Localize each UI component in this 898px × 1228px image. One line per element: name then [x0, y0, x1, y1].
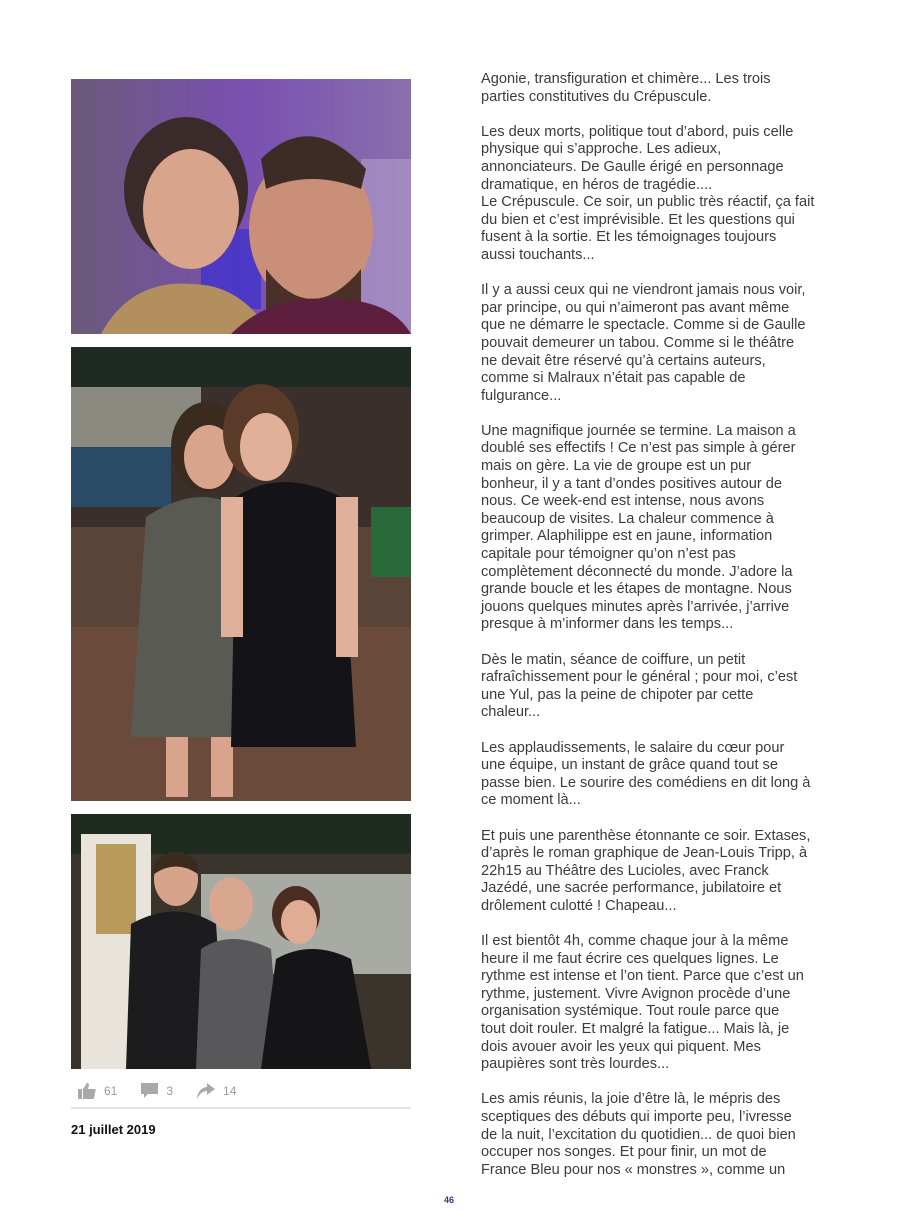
text-line: dois avouer avoir les yeux qui piquent. Mes — [481, 1038, 761, 1055]
text-line: Dès le matin, séance de coiffure, un petit — [481, 651, 746, 668]
text-line: Les amis réunis, la joie d’être là, le mépris des — [481, 1091, 781, 1108]
text-line: paupières sont très lourdes... — [481, 1056, 670, 1073]
text-line: grande boucle et les étapes de montagne. Nous — [481, 581, 792, 598]
text-line: fusent à la sortie. Et les témoignages toujours — [481, 229, 777, 246]
text-line: rythme, justement. Vivre Avignon procède d’une — [481, 985, 791, 1002]
text-line: occuper nos songes. Et pour finir, un mot de — [481, 1144, 767, 1161]
paragraph — [481, 828, 831, 916]
text-line: Une magnifique journée se termine. La maison a — [481, 422, 796, 439]
text-line: chaleur... — [481, 704, 541, 721]
paragraph — [481, 933, 831, 1074]
paragraph — [481, 740, 831, 810]
share-icon — [197, 1083, 215, 1099]
text-line: beaucoup de visites. La chaleur commence à — [481, 510, 774, 527]
share-button[interactable] — [197, 1083, 236, 1099]
text-line: une Yul, pas la peine de chipoter par cette — [481, 686, 754, 703]
three-friends-photo — [71, 814, 411, 1069]
text-line: Le Crépuscule. Ce soir, un public très réactif, ça fait — [481, 194, 815, 211]
text-line: tout doit rouler. Et malgré la fatigue... Mais là, je — [481, 1021, 790, 1038]
text-line: d’après le roman graphique de Jean-Louis Tripp, à — [481, 845, 808, 862]
text-line: pouvait demeurer un tabou. Comme si le théâtre — [481, 334, 795, 351]
social-bar — [78, 1080, 411, 1102]
text-line: 22h15 au Théâtre des Lucioles, avec Franck — [481, 862, 769, 879]
text-line: Jazédé, une sacrée performance, jubilatoire et — [481, 880, 782, 897]
paragraph — [481, 652, 831, 722]
page-number: 46 — [443, 1195, 454, 1205]
text-line: mais on gère. La vie de groupe est un pur — [481, 458, 752, 475]
text-line: rafraîchissement pour le général ; pour moi, c’est — [481, 669, 798, 686]
selfie-couple-photo — [71, 79, 411, 334]
text-line: France Bleu pour nos « monstres », comme un — [481, 1161, 786, 1178]
paragraph — [481, 423, 831, 634]
text-line: annonciateurs. De Gaulle érigé en personnage — [481, 158, 784, 175]
text-line: drôlement culotté ! Chapeau... — [481, 897, 677, 914]
article-text — [481, 71, 831, 1197]
text-line: fulgurance... — [481, 387, 562, 404]
text-line: passe bien. Le sourire des comédiens en dit long à — [481, 774, 811, 791]
comment-icon — [141, 1083, 158, 1099]
text-line: sceptiques des débuts qui importe peu, l’ivresse — [481, 1109, 792, 1126]
paragraph — [481, 71, 831, 106]
comment-button[interactable] — [141, 1083, 173, 1099]
divider — [71, 1107, 411, 1109]
text-line: que ne démarre le spectacle. Comme si de Gaulle — [481, 317, 806, 334]
text-line: Et puis une parenthèse étonnante ce soir. Extases, — [481, 827, 811, 844]
text-line: rythme est intense et l’on tient. Parce que c’est un — [481, 968, 804, 985]
text-line: Agonie, transfiguration et chimère... Les trois — [481, 71, 771, 87]
text-line: du bien et c’est imprévisible. Et les questions qui — [481, 211, 795, 228]
text-line: Il est bientôt 4h, comme chaque jour à la même — [481, 933, 789, 950]
text-line: parties constitutives du Crépuscule. — [481, 88, 712, 105]
text-line: organisation systémique. Tout roule parce que — [481, 1003, 780, 1020]
comments-count: 3 — [166, 1084, 174, 1098]
text-line: physique qui s’approche. Les adieux, — [481, 141, 722, 158]
shares-count: 14 — [223, 1084, 237, 1098]
likes-count: 61 — [104, 1084, 118, 1098]
paragraph — [481, 282, 831, 405]
text-line: presque à m’informer dans les temps... — [481, 616, 734, 633]
text-line: jouons quelques minutes après l’arrivée, j’arrive — [481, 598, 790, 615]
text-line: Il y a aussi ceux qui ne viendront jamais nous voir, — [481, 282, 806, 299]
text-line: nous. Ce week-end est intense, nous avons — [481, 493, 765, 510]
text-line: heure il me faut écrire ces quelques lignes. Le — [481, 950, 779, 967]
two-women-photo — [71, 347, 411, 801]
text-line: une équipe, un instant de grâce quand tout se — [481, 757, 778, 774]
paragraph — [481, 1091, 831, 1179]
text-line: bonheur, il y a tant d’ondes positives autour de — [481, 475, 782, 492]
text-line: de la nuit, l’excitation du quotidien... de quoi bien — [481, 1126, 796, 1143]
text-line: Les applaudissements, le salaire du cœur pour — [481, 739, 785, 756]
paragraph — [481, 124, 831, 265]
text-line: par principe, ou qui n’aimeront pas avant même — [481, 299, 790, 316]
text-line: Les deux morts, politique tout d’abord, puis celle — [481, 123, 794, 140]
text-line: capitale pour témoigner qu’on n’est pas — [481, 546, 736, 563]
text-line: aussi touchants... — [481, 246, 595, 263]
thumbs-up-icon — [78, 1083, 96, 1099]
like-button[interactable] — [78, 1083, 117, 1099]
text-line: ne devait être réservé qu’à certains auteurs, — [481, 352, 766, 369]
text-line: doublé ses effectifs ! Ce n’est pas simple à gérer — [481, 440, 796, 457]
text-line: dramatique, en héros de tragédie.... — [481, 176, 713, 193]
text-line: complètement déconnecté du monde. J’adore la — [481, 563, 793, 580]
text-line: grimper. Alaphilippe est en jaune, information — [481, 528, 773, 545]
post-date: 21 juillet 2019 — [71, 1122, 156, 1137]
text-line: ce moment là... — [481, 792, 581, 809]
text-line: comme si Malraux n’était pas capable de — [481, 370, 746, 387]
